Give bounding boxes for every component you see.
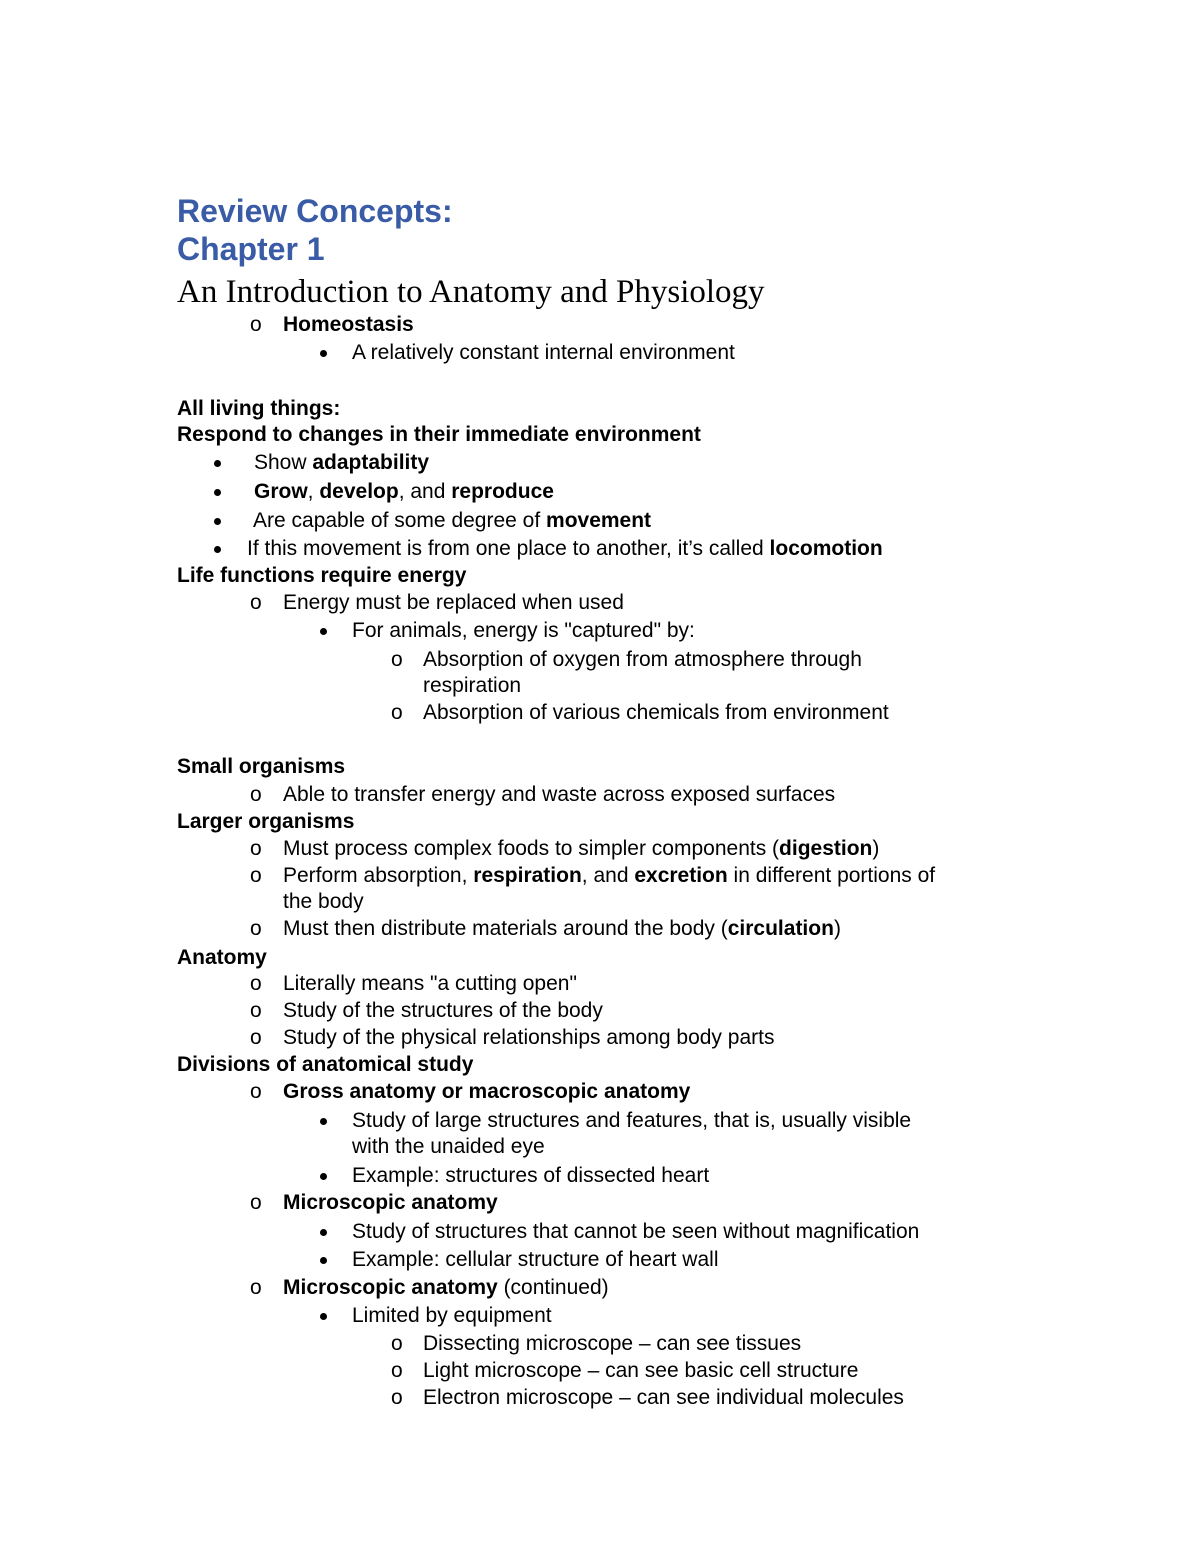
list-item: Able to transfer energy and waste across exposed surfaces — [283, 783, 836, 806]
list-item: Are capable of some degree of movement — [253, 509, 652, 532]
list-marker-hollow: o — [250, 1080, 262, 1103]
bullet-dot — [320, 1118, 327, 1125]
list-item-microscopic-anatomy: Microscopic anatomy — [283, 1191, 498, 1214]
list-marker-hollow: o — [391, 1386, 403, 1409]
bullet-dot — [320, 1313, 327, 1320]
list-marker-hollow: o — [250, 999, 262, 1022]
bullet-dot — [320, 1173, 327, 1180]
list-item: Grow, develop, and reproduce — [254, 480, 554, 503]
list-marker-hollow: o — [250, 917, 262, 940]
list-marker-hollow: o — [391, 701, 403, 724]
list-item: If this movement is from one place to another, it’s called locomotion — [247, 537, 883, 560]
list-item-microscopic-continued: Microscopic anatomy (continued) — [283, 1276, 609, 1299]
list-item: Absorption of various chemicals from environment — [423, 701, 889, 724]
list-item-continuation: respiration — [423, 674, 522, 697]
bullet-dot — [320, 1229, 327, 1236]
list-item: Study of the physical relationships among body parts — [283, 1026, 775, 1049]
bullet-dot — [320, 628, 327, 635]
list-item: Electron microscope – can see individual molecules — [423, 1386, 904, 1409]
list-marker-hollow: o — [391, 1359, 403, 1382]
list-item-homeostasis: Homeostasis — [283, 313, 414, 336]
section-heading-divisions: Divisions of anatomical study — [177, 1053, 474, 1076]
list-item: Dissecting microscope – can see tissues — [423, 1332, 802, 1355]
list-item-continuation: with the unaided eye — [352, 1135, 545, 1158]
list-item: Study of large structures and features, that is, usually visible — [352, 1109, 912, 1132]
section-heading-small: Small organisms — [177, 755, 346, 778]
list-marker-hollow: o — [250, 591, 262, 614]
list-item: A relatively constant internal environment — [352, 341, 735, 364]
page-title: Review Concepts: — [177, 193, 453, 229]
list-marker-hollow: o — [250, 864, 262, 887]
list-item: Must process complex foods to simpler components (digestion) — [283, 837, 880, 860]
section-heading-respond: Respond to changes in their immediate environment — [177, 423, 701, 446]
list-item: Example: cellular structure of heart wall — [352, 1248, 719, 1271]
chapter-subtitle: An Introduction to Anatomy and Physiology — [177, 274, 765, 310]
list-item: Energy must be replaced when used — [283, 591, 624, 614]
list-item-gross-anatomy: Gross anatomy or macroscopic anatomy — [283, 1080, 691, 1103]
section-heading-energy: Life functions require energy — [177, 564, 467, 587]
bullet-dot — [214, 546, 221, 553]
bullet-dot — [214, 489, 221, 496]
bullet-dot — [214, 518, 221, 525]
list-item: For animals, energy is "captured" by: — [352, 619, 695, 642]
section-heading-larger: Larger organisms — [177, 810, 355, 833]
list-item: Study of the structures of the body — [283, 999, 603, 1022]
list-item: Example: structures of dissected heart — [352, 1164, 710, 1187]
list-item-continuation: the body — [283, 890, 364, 913]
list-marker-hollow: o — [391, 648, 403, 671]
section-heading-anatomy: Anatomy — [177, 946, 267, 969]
list-marker-hollow: o — [391, 1332, 403, 1355]
list-marker-hollow: o — [250, 837, 262, 860]
list-item: Must then distribute materials around the body (circulation) — [283, 917, 841, 940]
bullet-dot — [320, 350, 327, 357]
chapter-title: Chapter 1 — [177, 231, 325, 267]
list-item: Perform absorption, respiration, and excretion in different portions of — [283, 864, 936, 887]
list-item: Literally means "a cutting open" — [283, 972, 577, 995]
list-marker-hollow: o — [250, 1026, 262, 1049]
list-item: Limited by equipment — [352, 1304, 552, 1327]
list-marker-hollow: o — [250, 1191, 262, 1214]
list-marker-hollow: o — [250, 972, 262, 995]
section-heading-living: All living things: — [177, 397, 341, 420]
list-marker-hollow: o — [250, 1276, 262, 1299]
list-item: Light microscope – can see basic cell structure — [423, 1359, 859, 1382]
bullet-dot — [320, 1257, 327, 1264]
list-marker-hollow: o — [250, 313, 262, 336]
list-item: Show adaptability — [254, 451, 430, 474]
list-item: Study of structures that cannot be seen without magnification — [352, 1220, 920, 1243]
bullet-dot — [214, 460, 221, 467]
list-marker-hollow: o — [250, 783, 262, 806]
list-item: Absorption of oxygen from atmosphere through — [423, 648, 862, 671]
